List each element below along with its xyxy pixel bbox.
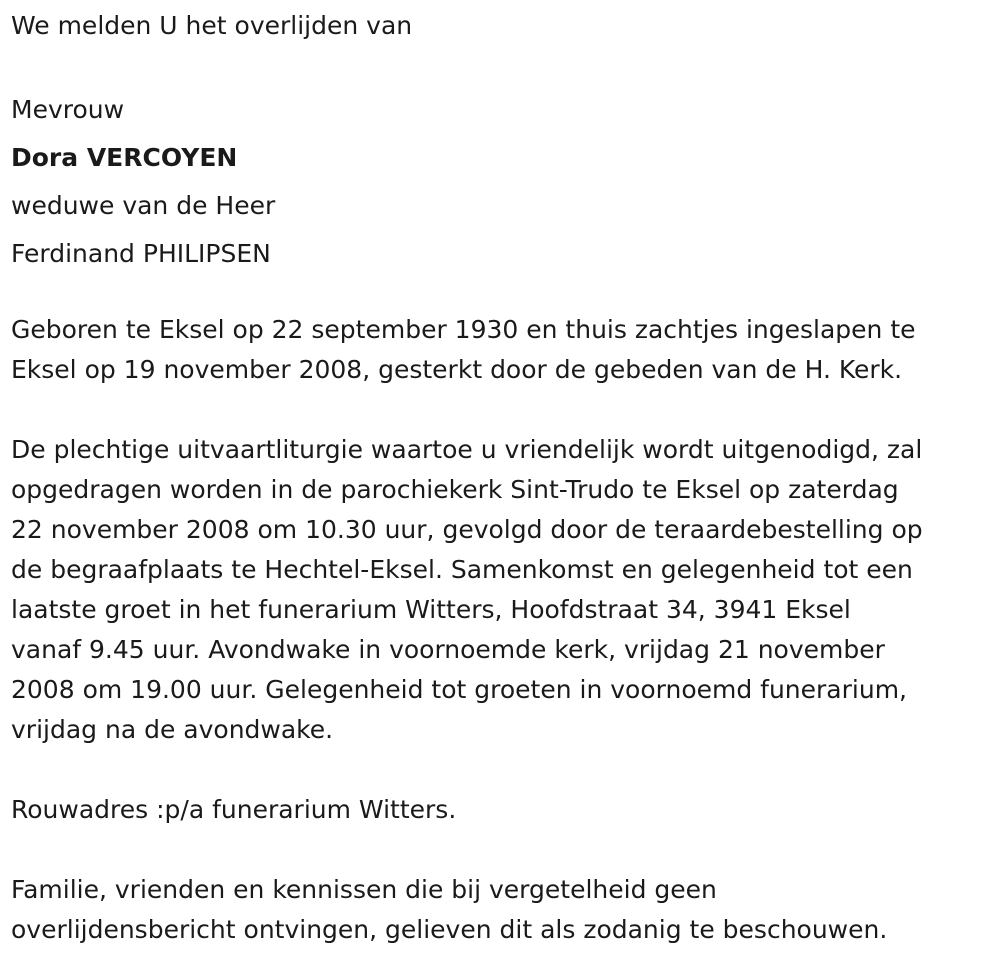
relation-text: weduwe van de Heer: [11, 191, 276, 220]
paragraph-line: Familie, vrienden en kennissen die bij vergetelheid geen: [11, 875, 717, 904]
paragraph-line: de begraafplaats te Hechtel-Eksel. Samenkomst en gelegenheid tot een: [11, 555, 913, 584]
mourning-address: Rouwadres :p/a funerarium Witters.: [11, 795, 457, 824]
intro-text: We melden U het overlijden van: [11, 11, 413, 40]
spouse-name: Ferdinand PHILIPSEN: [11, 239, 271, 268]
honorific: Mevrouw: [11, 95, 125, 124]
paragraph-line: vrijdag na de avondwake.: [11, 715, 334, 744]
ceremony-paragraph: [11, 430, 923, 750]
paragraph-line: opgedragen worden in de parochiekerk Sint-Trudo te Eksel op zaterdag: [11, 475, 899, 504]
paragraph-line: laatste groet in het funerarium Witters, Hoofdstraat 34, 3941 Eksel: [11, 595, 851, 624]
paragraph-line: overlijdensbericht ontvingen, gelieven dit als zodanig te beschouwen.: [11, 915, 888, 944]
paragraph-line: vanaf 9.45 uur. Avondwake in voornoemde kerk, vrijdag 21 november: [11, 635, 885, 664]
deceased-name: Dora VERCOYEN: [11, 143, 238, 172]
paragraph-line: Geboren te Eksel op 22 september 1930 en thuis zachtjes ingeslapen te: [11, 315, 916, 344]
paragraph-line: Eksel op 19 november 2008, gesterkt door de gebeden van de H. Kerk.: [11, 355, 903, 384]
deceased-section: [11, 86, 275, 278]
intro-section: [11, 6, 412, 46]
paragraph-line: 22 november 2008 om 10.30 uur, gevolgd door de teraardebestelling op: [11, 515, 923, 544]
closing-paragraph: [11, 870, 887, 950]
address-section: [11, 790, 456, 830]
paragraph-line: De plechtige uitvaartliturgie waartoe u vriendelijk wordt uitgenodigd, zal: [11, 435, 923, 464]
paragraph-line: 2008 om 19.00 uur. Gelegenheid tot groeten in voornoemd funerarium,: [11, 675, 907, 704]
birth-death-paragraph: [11, 310, 916, 390]
